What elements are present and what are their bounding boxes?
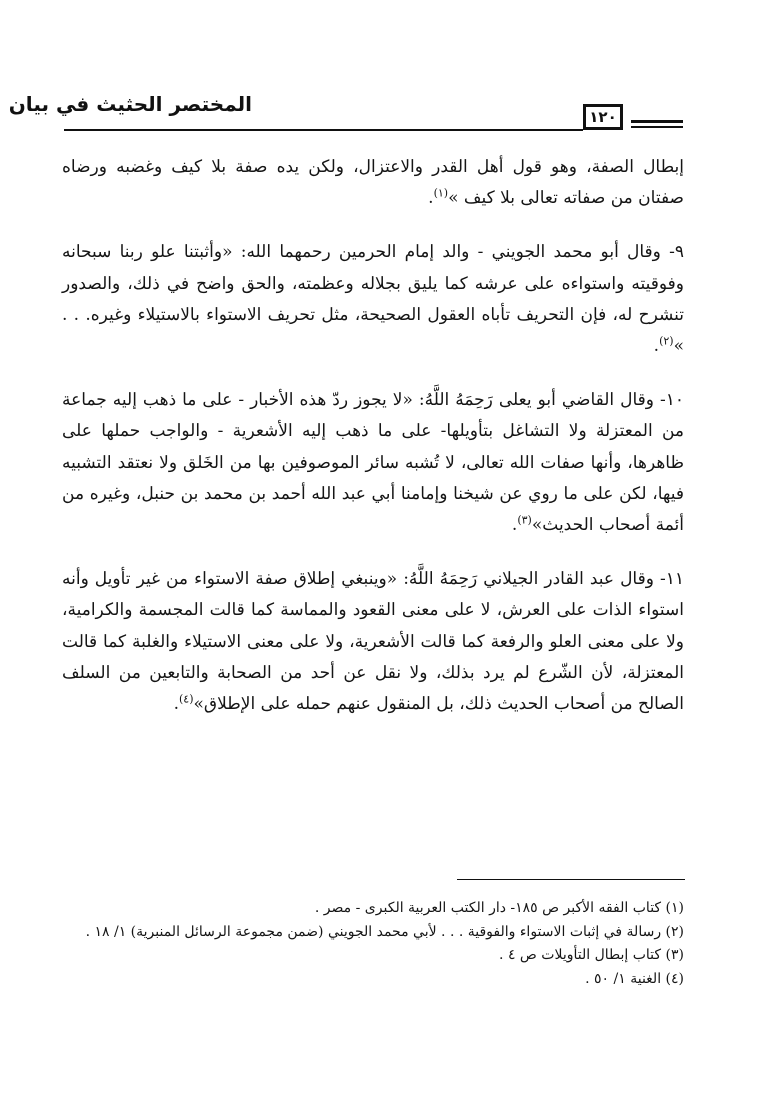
footnote-ref-3: (٣) (517, 513, 532, 527)
header-rule-double-bottom (631, 126, 683, 128)
running-header-title: المختصر الحثيث في بيان (8, 92, 252, 116)
footnote-ref-1: (١) (433, 186, 449, 200)
paragraph-3-tail: . (511, 515, 518, 536)
footnote-ref-2: (٢) (659, 334, 674, 348)
page-number: ١٢٠ (583, 104, 623, 130)
footnote-1: (١) كتاب الفقه الأكبر ص ١٨٥- دار الكتب العربية الكبرى - مصر . (314, 900, 684, 916)
paragraph-4-tail: . (173, 694, 179, 715)
footnote-separator (457, 879, 685, 880)
paragraph-4-text: ١١- وقال عبد القادر الجيلاني رَحِمَهُ اللَّهُ: «وينبغي إطلاق صفة الاستواء من غير تأويل وأنه استواء الذات على العرش، لا على معنى القعود والمماسة كما قالت المجسمة والكرامية، ولا على معنى العلو والرفعة كما قالت الأشعرية، ولا على معنى الاستيلاء والغلبة كما قالت المعتزلة، لأن الشّرع لم يرد بذلك، ولا نقل عن أحد من الصحابة والتابعين من السلف الصالح من أصحاب الحديث ذلك، بل المنقول عنهم حمله على الإطلاق» (62, 569, 684, 715)
paragraph-1-text: إبطال الصفة، وهو قول أهل القدر والاعتزال، ولكن يده صفة بلا كيف وغضبه ورضاه صفتان من صفاته تعالى بلا كيف » (62, 157, 684, 209)
paragraph-3-text: ١٠- وقال القاضي أبو يعلى رَحِمَهُ اللَّهُ: «لا يجوز ردّ هذه الأخبار - على ما ذهب إليه جماعة من المعتزلة ولا التشاغل بتأويلها- على ما ذهب إليه الأشعرية - والواجب حملها على ظاهرها، وأنها صفات الله تعالى، لا تُشبه سائر الموصوفين بها من الخَلق ولا نعتقد التشبيه فيها، لكن على ما روي عن شيخنا وإمامنا أبي عبد الله أحمد بن محمد بن حنبل، وغيره من أئمة أصحاب الحديث» (62, 390, 684, 536)
footnote-ref-4: (٤) (178, 692, 194, 706)
paragraph-4 (62, 564, 684, 720)
footnote-4: (٤) الغنية ١/ ٥٠ . (585, 970, 684, 987)
paragraph-2-tail: . (653, 336, 660, 357)
paragraph-2-text: ٩- وقال أبو محمد الجويني - والد إمام الحرمين رحمهما الله: «وأثبتنا علو ربنا سبحانه وفوقيته واستواءه على عرشه كما يليق بجلاله وعظمته، والحق واضح في ذلك، والصدور تنشرح له، فإن التحريف تأباه العقول الصحيحة، مثل تحريف الاستواء بالاستيلاء وغيره. . . » (62, 242, 684, 357)
main-text (62, 152, 684, 720)
header-rule (64, 129, 583, 131)
footnote-3: (٣) كتاب إبطال التأويلات ص ٤ . (499, 947, 684, 963)
paragraph-3 (62, 385, 684, 541)
paragraph-2 (62, 237, 684, 362)
paragraph-1 (62, 152, 684, 214)
paragraph-1-tail: . (428, 188, 434, 209)
footnotes (62, 897, 684, 991)
footnote-2: (٢) رسالة في إثبات الاستواء والفوقية . . . لأبي محمد الجويني (ضمن مجموعة الرسائل المنبرية) ١/ ١٨ . (85, 923, 684, 940)
header-rule-double-top (631, 120, 683, 123)
